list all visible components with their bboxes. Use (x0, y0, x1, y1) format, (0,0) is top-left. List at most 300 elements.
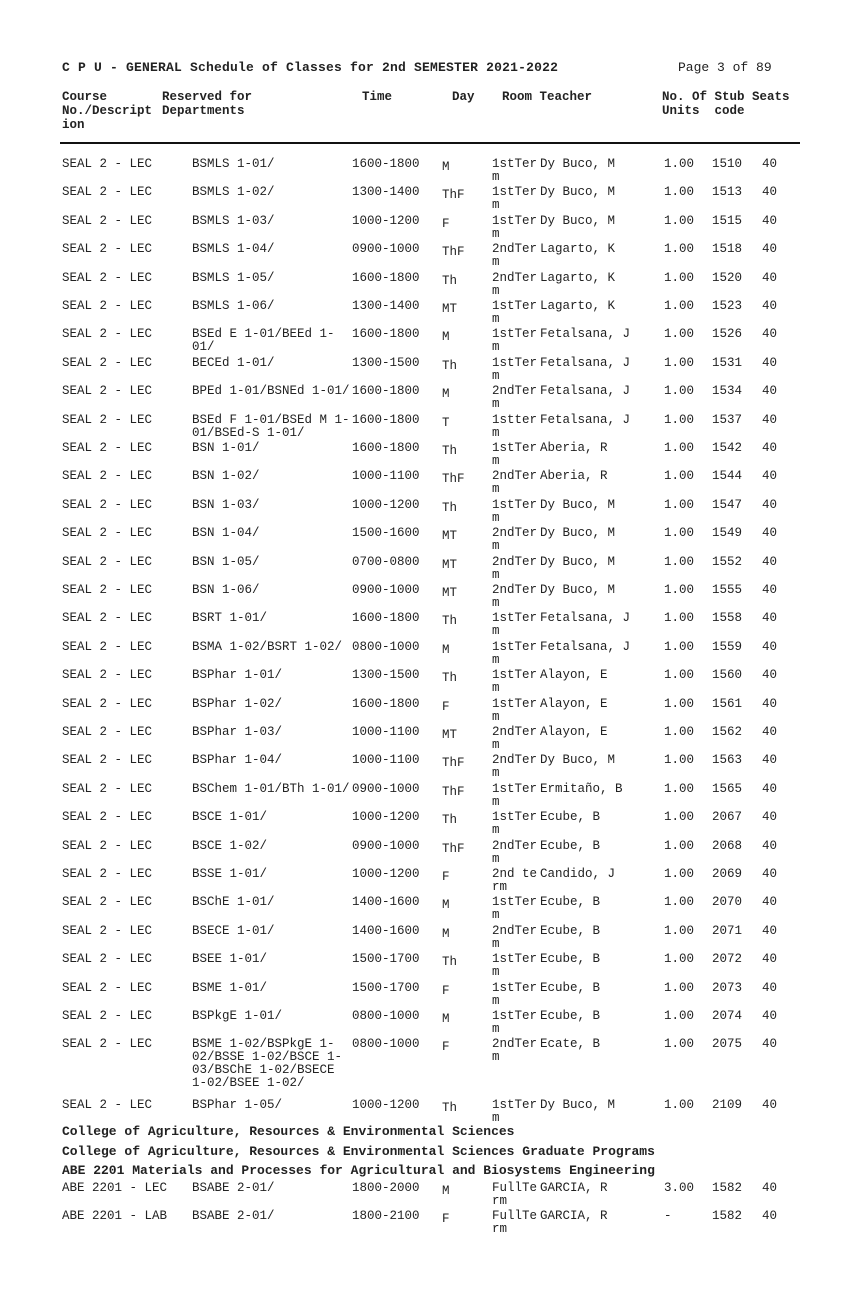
day-cell: M (442, 330, 450, 345)
teacher-cell: Ecube, B (540, 1009, 601, 1023)
seats-cell: 40 (762, 725, 778, 739)
header-course: Course No./Descript ion (62, 90, 153, 132)
teacher-cell: Fetalsana, J (540, 412, 631, 427)
course-cell: SEAL 2 - LEC (62, 923, 153, 938)
day-cell: MT (442, 728, 458, 742)
teacher-cell: Dy Buco, M (540, 213, 616, 228)
seats-cell: 40 (762, 1098, 778, 1113)
room-cell: 2ndTerm (492, 526, 538, 554)
teacher-cell: Dy Buco, M (540, 185, 616, 200)
time-cell: 1600-1800 (352, 412, 420, 427)
stub-code-cell: 2074 (712, 1009, 743, 1023)
units-cell: 3.00 (664, 1181, 695, 1195)
units-cell: 1.00 (664, 157, 695, 171)
course-cell: SEAL 2 - LEC (62, 696, 153, 711)
reserved-cell: BSPhar 1-01/ (192, 668, 283, 683)
teacher-cell: Alayon, E (540, 725, 608, 739)
seats-cell: 40 (762, 157, 778, 171)
course-cell: SEAL 2 - LEC (62, 355, 153, 370)
reserved-cell: BSABE 2-01/ (192, 1181, 275, 1195)
day-cell: M (442, 1184, 450, 1198)
time-cell: 1400-1600 (352, 923, 420, 938)
time-cell: 0900-1000 (352, 242, 420, 257)
day-cell: F (442, 983, 450, 998)
reserved-cell: BSMLS 1-05/ (192, 270, 275, 285)
course-cell: SEAL 2 - LEC (62, 583, 153, 597)
course-cell: SEAL 2 - LEC (62, 412, 153, 427)
course-cell: SEAL 2 - LEC (62, 497, 153, 512)
units-cell: 1.00 (664, 639, 695, 654)
day-cell: F (442, 870, 450, 884)
room-cell: 2ndTerm (492, 554, 538, 582)
seats-cell: 40 (762, 526, 778, 541)
header-day: Day (452, 90, 475, 104)
reserved-cell: BSChem 1-01/BTh 1-01/ (192, 781, 350, 796)
stub-code-cell: 1582 (712, 1209, 743, 1224)
stub-code-cell: 2109 (712, 1098, 743, 1113)
stub-code-cell: 1542 (712, 441, 743, 455)
seats-cell: 40 (762, 1209, 778, 1224)
teacher-cell: Ecube, B (540, 895, 601, 910)
units-cell: 1.00 (664, 554, 695, 569)
units-cell: 1.00 (664, 1009, 695, 1023)
day-cell: M (442, 642, 450, 657)
seats-cell: 40 (762, 923, 778, 938)
seats-cell: 40 (762, 1037, 778, 1052)
day-cell: M (442, 898, 450, 913)
time-cell: 0800-1000 (352, 1037, 420, 1052)
time-cell: 1600-1800 (352, 696, 420, 711)
stub-code-cell: 1562 (712, 725, 743, 739)
day-cell: T (442, 415, 450, 430)
seats-cell: 40 (762, 867, 778, 881)
units-cell: 1.00 (664, 923, 695, 938)
room-cell: 1stTerm (492, 441, 538, 468)
teacher-cell: Alayon, E (540, 668, 608, 683)
teacher-cell: Lagarto, K (540, 242, 616, 257)
stub-code-cell: 2067 (712, 810, 743, 825)
room-cell: 2ndTerm (492, 1037, 538, 1065)
units-cell: - (664, 1209, 672, 1224)
course-cell: SEAL 2 - LEC (62, 242, 153, 257)
units-cell: 1.00 (664, 270, 695, 285)
seats-cell: 40 (762, 668, 778, 683)
day-cell: M (442, 387, 450, 402)
time-cell: 1800-2000 (352, 1181, 420, 1195)
units-cell: 1.00 (664, 810, 695, 825)
room-cell: 1stTerm (492, 157, 538, 184)
reserved-cell: BSN 1-04/ (192, 526, 260, 541)
reserved-cell: BSSE 1-01/ (192, 867, 268, 881)
reserved-cell: BSPhar 1-03/ (192, 725, 283, 739)
page-title: C P U - GENERAL Schedule of Classes for 2nd SEMESTER 2021-2022 (62, 60, 559, 75)
time-cell: 1000-1200 (352, 810, 420, 825)
course-cell: SEAL 2 - LEC (62, 1037, 153, 1052)
reserved-cell: BSPkgE 1-01/ (192, 1009, 283, 1023)
reserved-cell: BSEE 1-01/ (192, 952, 268, 967)
section-graduate: College of Agriculture, Resources & Environmental Sciences Graduate Programs (62, 1144, 655, 1159)
course-cell: SEAL 2 - LEC (62, 213, 153, 228)
seats-cell: 40 (762, 1009, 778, 1023)
course-cell: SEAL 2 - LEC (62, 299, 153, 313)
units-cell: 1.00 (664, 696, 695, 711)
reserved-cell: BSMLS 1-06/ (192, 299, 275, 313)
units-cell: 1.00 (664, 526, 695, 541)
course-cell: SEAL 2 - LEC (62, 725, 153, 739)
reserved-cell: BSEd F 1-01/BSEd M 1-01/BSEd-S 1-01/ (192, 412, 350, 440)
time-cell: 1000-1100 (352, 725, 420, 739)
time-cell: 1000-1200 (352, 1098, 420, 1113)
reserved-cell: BSME 1-01/ (192, 980, 268, 995)
stub-code-cell: 1565 (712, 781, 743, 796)
seats-cell: 40 (762, 299, 778, 313)
teacher-cell: Dy Buco, M (540, 554, 616, 569)
course-cell: SEAL 2 - LEC (62, 753, 153, 768)
seats-cell: 40 (762, 639, 778, 654)
units-cell: 1.00 (664, 583, 695, 597)
units-cell: 1.00 (664, 242, 695, 257)
course-cell: SEAL 2 - LEC (62, 1009, 153, 1023)
time-cell: 0900-1000 (352, 838, 420, 853)
room-cell: 1stTerm (492, 980, 538, 1008)
reserved-cell: BSN 1-05/ (192, 554, 260, 569)
seats-cell: 40 (762, 583, 778, 597)
day-cell: ThF (442, 245, 465, 260)
teacher-cell: Ecube, B (540, 923, 601, 938)
reserved-cell: BSN 1-01/ (192, 441, 260, 455)
units-cell: 1.00 (664, 753, 695, 768)
seats-cell: 40 (762, 980, 778, 995)
room-cell: 1stTerm (492, 1009, 538, 1036)
teacher-cell: Dy Buco, M (540, 157, 616, 171)
time-cell: 1000-1200 (352, 497, 420, 512)
teacher-cell: Dy Buco, M (540, 1098, 616, 1113)
reserved-cell: BSPhar 1-04/ (192, 753, 283, 768)
day-cell: ThF (442, 784, 465, 799)
units-cell: 1.00 (664, 838, 695, 853)
units-cell: 1.00 (664, 980, 695, 995)
time-cell: 0900-1000 (352, 583, 420, 597)
section-college: College of Agriculture, Resources & Environmental Sciences (62, 1124, 515, 1139)
day-cell: ThF (442, 188, 465, 203)
day-cell: ThF (442, 841, 465, 856)
course-cell: SEAL 2 - LEC (62, 384, 153, 399)
seats-cell: 40 (762, 270, 778, 285)
room-cell: 1stTerm (492, 327, 538, 355)
stub-code-cell: 1531 (712, 355, 743, 370)
units-cell: 1.00 (664, 611, 695, 626)
course-cell: SEAL 2 - LEC (62, 526, 153, 541)
course-cell: SEAL 2 - LEC (62, 639, 153, 654)
room-cell: 1stTerm (492, 299, 538, 326)
page-number: Page 3 of 89 (678, 60, 772, 75)
stub-code-cell: 1526 (712, 327, 743, 342)
seats-cell: 40 (762, 781, 778, 796)
reserved-cell: BSPhar 1-05/ (192, 1098, 283, 1113)
time-cell: 0800-1000 (352, 639, 420, 654)
teacher-cell: Lagarto, K (540, 299, 616, 313)
units-cell: 1.00 (664, 469, 695, 484)
stub-code-cell: 1537 (712, 412, 743, 427)
room-cell: 1stTerm (492, 355, 538, 383)
time-cell: 1600-1800 (352, 441, 420, 455)
time-cell: 1300-1400 (352, 185, 420, 200)
seats-cell: 40 (762, 1181, 778, 1195)
day-cell: F (442, 216, 450, 231)
seats-cell: 40 (762, 185, 778, 200)
seats-cell: 40 (762, 810, 778, 825)
seats-cell: 40 (762, 213, 778, 228)
course-cell: SEAL 2 - LEC (62, 895, 153, 910)
course-cell: SEAL 2 - LEC (62, 185, 153, 200)
course-cell: SEAL 2 - LEC (62, 980, 153, 995)
time-cell: 0900-1000 (352, 781, 420, 796)
course-cell: SEAL 2 - LEC (62, 441, 153, 455)
course-cell: SEAL 2 - LEC (62, 1098, 153, 1113)
time-cell: 1300-1400 (352, 299, 420, 313)
room-cell: 1stTerm (492, 668, 538, 696)
stub-code-cell: 2075 (712, 1037, 743, 1052)
units-cell: 1.00 (664, 668, 695, 683)
stub-code-cell: 1560 (712, 668, 743, 683)
seats-cell: 40 (762, 412, 778, 427)
seats-cell: 40 (762, 952, 778, 967)
teacher-cell: Fetalsana, J (540, 384, 631, 399)
course-cell: SEAL 2 - LEC (62, 810, 153, 825)
day-cell: ThF (442, 472, 465, 487)
room-cell: 1stTerm (492, 1098, 538, 1126)
time-cell: 1000-1200 (352, 213, 420, 228)
units-cell: 1.00 (664, 867, 695, 881)
time-cell: 1600-1800 (352, 327, 420, 342)
seats-cell: 40 (762, 895, 778, 910)
time-cell: 1400-1600 (352, 895, 420, 910)
course-cell: ABE 2201 - LEC (62, 1181, 168, 1195)
stub-code-cell: 1510 (712, 157, 743, 171)
units-cell: 1.00 (664, 441, 695, 455)
day-cell: ThF (442, 756, 465, 771)
room-cell: 2nd term (492, 867, 538, 894)
reserved-cell: BECEd 1-01/ (192, 355, 275, 370)
reserved-cell: BSEd E 1-01/BEEd 1-01/ (192, 327, 335, 355)
day-cell: F (442, 1040, 450, 1055)
room-cell: 1stTerm (492, 781, 538, 809)
course-cell: SEAL 2 - LEC (62, 469, 153, 484)
day-cell: MT (442, 529, 458, 544)
stub-code-cell: 2072 (712, 952, 743, 967)
stub-code-cell: 1559 (712, 639, 743, 654)
units-cell: 1.00 (664, 497, 695, 512)
stub-code-cell: 1523 (712, 299, 743, 313)
time-cell: 1000-1200 (352, 867, 420, 881)
reserved-cell: BSCE 1-02/ (192, 838, 268, 853)
course-cell: SEAL 2 - LEC (62, 327, 153, 342)
units-cell: 1.00 (664, 355, 695, 370)
header-units-stub-seats: No. Of Stub Seats Units code (662, 90, 790, 118)
room-cell: 1stTerm (492, 895, 538, 923)
teacher-cell: Ecube, B (540, 952, 601, 967)
stub-code-cell: 2068 (712, 838, 743, 853)
seats-cell: 40 (762, 355, 778, 370)
header-time: Time (362, 90, 393, 104)
seats-cell: 40 (762, 242, 778, 257)
reserved-cell: BSCE 1-01/ (192, 810, 268, 825)
room-cell: 1stTerm (492, 497, 538, 525)
time-cell: 1800-2100 (352, 1209, 420, 1224)
time-cell: 0700-0800 (352, 554, 420, 569)
reserved-cell: BSMLS 1-04/ (192, 242, 275, 257)
room-cell: 1stTerm (492, 185, 538, 213)
reserved-cell: BSRT 1-01/ (192, 611, 268, 626)
course-cell: SEAL 2 - LEC (62, 157, 153, 171)
seats-cell: 40 (762, 611, 778, 626)
teacher-cell: Ecube, B (540, 980, 601, 995)
units-cell: 1.00 (664, 952, 695, 967)
course-cell: SEAL 2 - LEC (62, 952, 153, 967)
seats-cell: 40 (762, 838, 778, 853)
teacher-cell: Ecube, B (540, 810, 601, 825)
teacher-cell: Fetalsana, J (540, 355, 631, 370)
stub-code-cell: 1552 (712, 554, 743, 569)
teacher-cell: Aberia, R (540, 469, 608, 484)
room-cell: 1stTerm (492, 639, 538, 667)
units-cell: 1.00 (664, 299, 695, 313)
reserved-cell: BSMLS 1-03/ (192, 213, 275, 228)
day-cell: Th (442, 1101, 458, 1116)
reserved-cell: BSChE 1-01/ (192, 895, 275, 910)
room-cell: 1stTerm (492, 213, 538, 241)
room-cell: 2ndTerm (492, 270, 538, 298)
course-cell: SEAL 2 - LEC (62, 554, 153, 569)
day-cell: Th (442, 614, 458, 629)
room-cell: 1stTerm (492, 952, 538, 980)
room-cell: 2ndTerm (492, 753, 538, 781)
units-cell: 1.00 (664, 412, 695, 427)
units-cell: 1.00 (664, 327, 695, 342)
day-cell: M (442, 1012, 450, 1026)
time-cell: 1600-1800 (352, 270, 420, 285)
section-subject: ABE 2201 Materials and Processes for Agricultural and Biosystems Engineering (62, 1163, 655, 1178)
day-cell: F (442, 699, 450, 714)
stub-code-cell: 2073 (712, 980, 743, 995)
room-cell: 1stterm (492, 412, 538, 440)
time-cell: 1500-1600 (352, 526, 420, 541)
teacher-cell: Ermitaño, B (540, 781, 623, 796)
teacher-cell: Fetalsana, J (540, 327, 631, 342)
course-cell: SEAL 2 - LEC (62, 611, 153, 626)
seats-cell: 40 (762, 441, 778, 455)
teacher-cell: GARCIA, R (540, 1209, 608, 1224)
teacher-cell: Dy Buco, M (540, 753, 616, 768)
time-cell: 1500-1700 (352, 952, 420, 967)
day-cell: Th (442, 273, 458, 288)
time-cell: 1600-1800 (352, 611, 420, 626)
room-cell: FullTerm (492, 1181, 538, 1208)
reserved-cell: BSN 1-06/ (192, 583, 260, 597)
stub-code-cell: 1515 (712, 213, 743, 228)
seats-cell: 40 (762, 497, 778, 512)
course-cell: ABE 2201 - LAB (62, 1209, 168, 1224)
seats-cell: 40 (762, 327, 778, 342)
stub-code-cell: 1513 (712, 185, 743, 200)
reserved-cell: BSMLS 1-01/ (192, 157, 275, 171)
teacher-cell: Ecate, B (540, 1037, 601, 1052)
stub-code-cell: 1549 (712, 526, 743, 541)
reserved-cell: BSECE 1-01/ (192, 923, 275, 938)
teacher-cell: Alayon, E (540, 696, 608, 711)
day-cell: F (442, 1212, 450, 1227)
stub-code-cell: 1563 (712, 753, 743, 768)
day-cell: M (442, 926, 450, 941)
seats-cell: 40 (762, 696, 778, 711)
time-cell: 1600-1800 (352, 157, 420, 171)
reserved-cell: BSMA 1-02/BSRT 1-02/ (192, 639, 343, 654)
teacher-cell: Candido, J (540, 867, 616, 881)
time-cell: 1300-1500 (352, 668, 420, 683)
units-cell: 1.00 (664, 895, 695, 910)
day-cell: MT (442, 557, 458, 572)
day-cell: Th (442, 955, 458, 970)
time-cell: 1500-1700 (352, 980, 420, 995)
units-cell: 1.00 (664, 213, 695, 228)
seats-cell: 40 (762, 384, 778, 399)
units-cell: 1.00 (664, 781, 695, 796)
room-cell: 2ndTerm (492, 384, 538, 412)
header-rule (60, 142, 800, 144)
stub-code-cell: 1555 (712, 583, 743, 597)
stub-code-cell: 1520 (712, 270, 743, 285)
day-cell: Th (442, 813, 458, 828)
stub-code-cell: 1547 (712, 497, 743, 512)
reserved-cell: BSPhar 1-02/ (192, 696, 283, 711)
teacher-cell: Ecube, B (540, 838, 601, 853)
course-cell: SEAL 2 - LEC (62, 867, 153, 881)
day-cell: Th (442, 671, 458, 686)
stub-code-cell: 2069 (712, 867, 743, 881)
units-cell: 1.00 (664, 185, 695, 200)
stub-code-cell: 2070 (712, 895, 743, 910)
time-cell: 1600-1800 (352, 384, 420, 399)
teacher-cell: Lagarto, K (540, 270, 616, 285)
reserved-cell: BSABE 2-01/ (192, 1209, 275, 1224)
reserved-cell: BSME 1-02/BSPkgE 1-02/BSSE 1-02/BSCE 1-03/BSChE 1-02/BSECE 1-02/BSEE 1-02/ (192, 1037, 343, 1091)
room-cell: 2ndTerm (492, 469, 538, 497)
time-cell: 1000-1100 (352, 469, 420, 484)
room-cell: 1stTerm (492, 611, 538, 639)
course-cell: SEAL 2 - LEC (62, 781, 153, 796)
day-cell: MT (442, 302, 458, 316)
teacher-cell: Dy Buco, M (540, 497, 616, 512)
stub-code-cell: 1534 (712, 384, 743, 399)
room-cell: 2ndTerm (492, 923, 538, 951)
teacher-cell: Aberia, R (540, 441, 608, 455)
stub-code-cell: 1558 (712, 611, 743, 626)
stub-code-cell: 1561 (712, 696, 743, 711)
stub-code-cell: 2071 (712, 923, 743, 938)
teacher-cell: Fetalsana, J (540, 611, 631, 626)
seats-cell: 40 (762, 753, 778, 768)
seats-cell: 40 (762, 469, 778, 484)
room-cell: 2ndTerm (492, 725, 538, 752)
stub-code-cell: 1582 (712, 1181, 743, 1195)
time-cell: 1300-1500 (352, 355, 420, 370)
course-cell: SEAL 2 - LEC (62, 668, 153, 683)
units-cell: 1.00 (664, 384, 695, 399)
room-cell: 2ndTerm (492, 838, 538, 866)
room-cell: 1stTerm (492, 810, 538, 838)
seats-cell: 40 (762, 554, 778, 569)
day-cell: MT (442, 586, 458, 600)
